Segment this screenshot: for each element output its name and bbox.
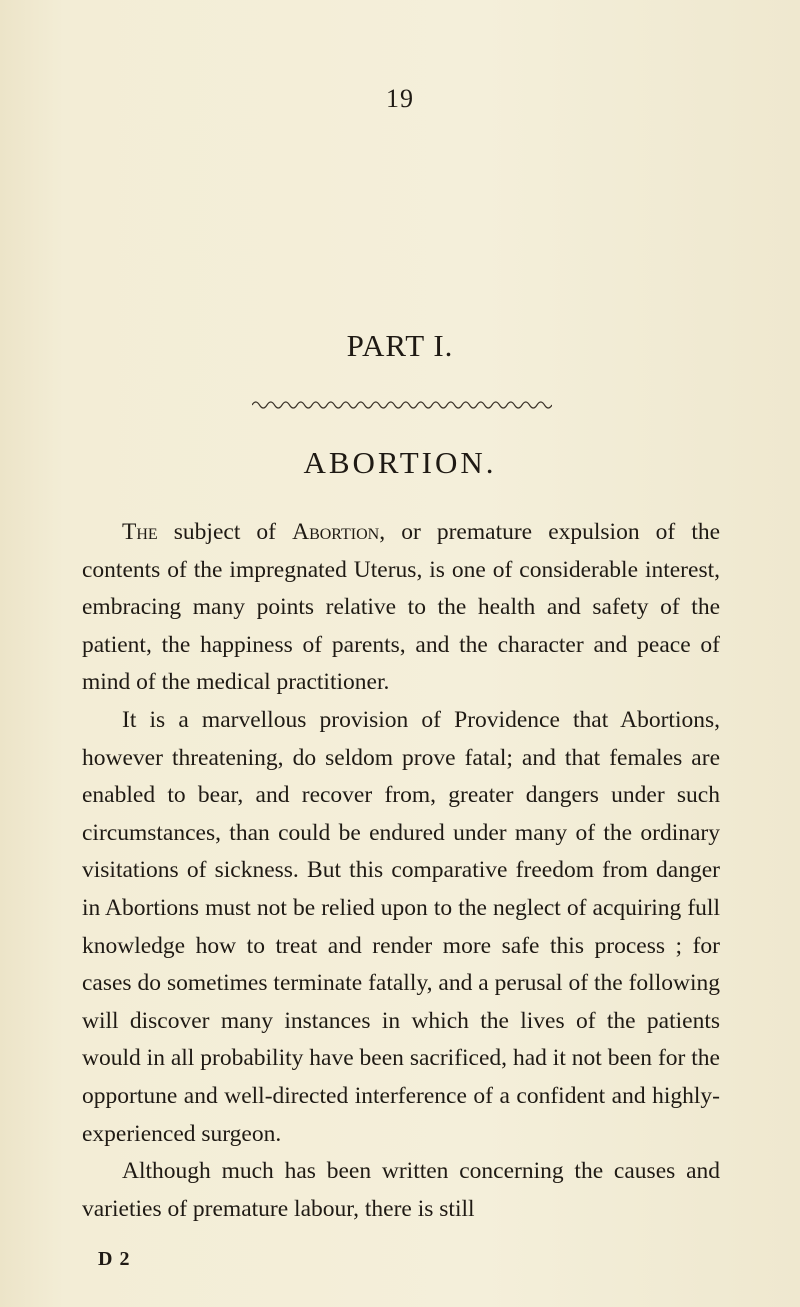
paragraph: It is a marvellous provision of Providence that Abortions, however threatening, do seldom prove fatal; and that females are enabled to bear, and recover from, greater dangers under such circumstances, than could be endured under many of the ordinary visitations of sickness. But this comparative freedom from danger in Abortions must not be relied upon to the neglect of acquiring full knowledge how to treat and render more safe this process ; for cases do sometimes terminate fatally, and a perusal of the following will discover many instances in which the lives of the patients would in all probability have been sacrificed, had it not been for the opportune and well-directed interference of a confident and highly-experienced surgeon. xyxy=(82,706,720,1147)
section-title: ABORTION. xyxy=(303,445,497,480)
signature-mark: D 2 xyxy=(98,1248,131,1270)
part-heading: PART I. xyxy=(346,328,454,363)
paragraph-lead-text: subject of xyxy=(173,519,277,545)
paragraph-emphasis: Abortion xyxy=(292,519,380,545)
paragraph xyxy=(82,514,720,702)
page-number: 19 xyxy=(386,84,414,113)
paragraph-text: , or premature expulsion of the contents of the impregnated Uterus, is one of considerable interest, embracing many points relative to the health and safety of the patient, the happiness of parents, and the character and peace of mind of the medical practitioner. xyxy=(82,519,721,696)
wavy-rule xyxy=(252,397,552,409)
body-text xyxy=(82,514,720,1228)
paragraph-lead-word: The xyxy=(122,519,158,545)
paragraph: Although much has been written concerning the causes and varieties of premature labour, there is still xyxy=(82,1158,720,1222)
